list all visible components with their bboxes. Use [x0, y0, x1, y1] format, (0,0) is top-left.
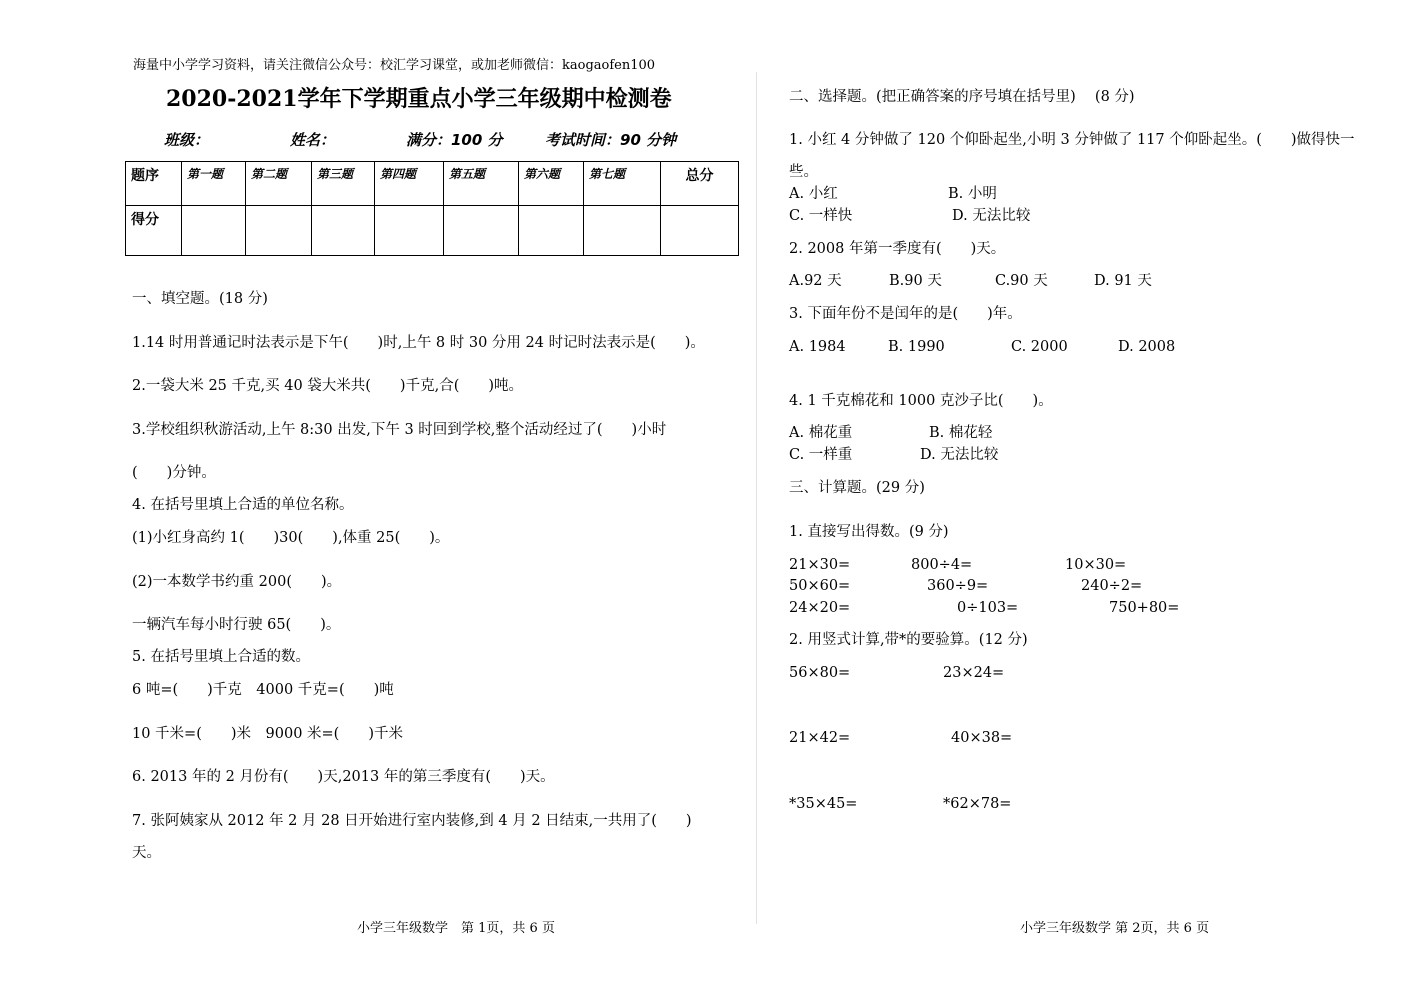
score-cell [312, 206, 375, 256]
choice-4: 4. 1 千克棉花和 1000 克沙子比( )。 [789, 393, 1053, 409]
calc-part-1: 1. 直接写出得数。(9 分) [789, 524, 949, 540]
calc-item: 50×60= [789, 578, 851, 594]
score-cell [661, 206, 739, 256]
exam-time: 考试时间：90 分钟 [545, 131, 677, 149]
score-cell [584, 206, 661, 256]
page-footer-1: 小学三年级数学 第 1页，共 6 页 [357, 921, 555, 936]
row-header-score: 得分 [126, 206, 182, 256]
score-cell [519, 206, 584, 256]
page-footer-2: 小学三年级数学 第 2页，共 6 页 [1020, 921, 1210, 936]
question-5-2: 10 千米=( )米 9000 米=( )千米 [132, 726, 403, 742]
score-table [125, 161, 739, 256]
score-cell [246, 206, 312, 256]
calc-part-2: 2. 用竖式计算,带*的要验算。(12 分) [789, 632, 1028, 648]
calc-item: 750+80= [1109, 600, 1180, 616]
column-header: 第三题 [312, 162, 375, 206]
column-header: 第一题 [182, 162, 246, 206]
calc-item: 24×20= [789, 600, 851, 616]
section-fill-blank: 一、填空题。(18 分) [132, 291, 268, 307]
page-divider [756, 72, 757, 924]
page-title: 2020-2021学年下学期重点小学三年级期中检测卷 [166, 86, 672, 112]
question-4-3: 一辆汽车每小时行驶 65( )。 [132, 617, 341, 633]
vertical-calc-item: *35×45= [789, 796, 858, 812]
choice-1-cont: 些。 [789, 164, 818, 180]
choice-4-option-a: A. 棉花重 [789, 425, 853, 441]
question-7: 7. 张阿姨家从 2012 年 2 月 28 日开始进行室内装修,到 4 月 2 日结束,一共用了( ) [132, 813, 692, 829]
question-4-1: (1)小红身高约 1( )30( ),体重 25( )。 [132, 530, 450, 546]
choice-4-option-b: B. 棉花轻 [929, 425, 993, 441]
choice-4-option-d: D. 无法比较 [920, 447, 999, 463]
column-header: 第七题 [584, 162, 661, 206]
question-5-1: 6 吨=( )千克 4000 千克=( )吨 [132, 682, 394, 698]
question-7-cont: 天。 [132, 845, 161, 861]
calc-item: 10×30= [1065, 557, 1127, 573]
choice-1-option-c: C. 一样快 [789, 208, 853, 224]
calc-item: 800÷4= [911, 557, 973, 573]
choice-1-option-b: B. 小明 [948, 186, 997, 202]
choice-3-option-c: C. 2000 [1011, 339, 1068, 355]
question-3-cont: ( )分钟。 [132, 465, 216, 481]
full-score: 满分：100 分 [406, 131, 503, 149]
score-cell [182, 206, 246, 256]
vertical-calc-item: 40×38= [951, 730, 1013, 746]
choice-1-option-d: D. 无法比较 [952, 208, 1031, 224]
calc-item: 21×30= [789, 557, 851, 573]
question-6: 6. 2013 年的 2 月份有( )天,2013 年的第三季度有( )天。 [132, 769, 555, 785]
question-3: 3.学校组织秋游活动,上午 8:30 出发,下午 3 时回到学校,整个活动经过了( )小时 [132, 422, 667, 438]
choice-3-option-d: D. 2008 [1118, 339, 1176, 355]
choice-3-option-b: B. 1990 [888, 339, 945, 355]
choice-3: 3. 下面年份不是闰年的是( )年。 [789, 306, 1022, 322]
choice-2-option-d: D. 91 天 [1094, 273, 1152, 289]
choice-1: 1. 小红 4 分钟做了 120 个仰卧起坐,小明 3 分钟做了 117 个仰卧起坐。( )做得快一 [789, 132, 1355, 148]
score-cell [375, 206, 444, 256]
column-header: 第五题 [444, 162, 519, 206]
score-cell [444, 206, 519, 256]
choice-2: 2. 2008 年第一季度有( )天。 [789, 241, 1006, 257]
column-header: 第二题 [246, 162, 312, 206]
choice-2-option-b: B.90 天 [889, 273, 942, 289]
vertical-calc-item: 21×42= [789, 730, 851, 746]
calc-item: 360÷9= [927, 578, 989, 594]
calc-item: 0÷103= [957, 600, 1019, 616]
vertical-calc-item: 23×24= [943, 665, 1005, 681]
section-calculation: 三、计算题。(29 分) [789, 480, 925, 496]
choice-3-option-a: A. 1984 [789, 339, 846, 355]
row-header-question: 题序 [126, 162, 182, 206]
question-5: 5. 在括号里填上合适的数。 [132, 649, 310, 665]
vertical-calc-item: *62×78= [943, 796, 1012, 812]
column-header: 第六题 [519, 162, 584, 206]
choice-2-option-c: C.90 天 [995, 273, 1048, 289]
vertical-calc-item: 56×80= [789, 665, 851, 681]
choice-2-option-a: A.92 天 [789, 273, 842, 289]
column-header: 第四题 [375, 162, 444, 206]
calc-item: 240÷2= [1081, 578, 1143, 594]
class-label: 班级： [164, 131, 210, 149]
question-1: 1.14 时用普通记时法表示是下午( )时,上午 8 时 30 分用 24 时记时法表示是( )。 [132, 335, 705, 351]
question-4: 4. 在括号里填上合适的单位名称。 [132, 497, 354, 513]
choice-4-option-c: C. 一样重 [789, 447, 853, 463]
column-header-total: 总分 [661, 162, 739, 206]
header-note: 海量中小学学习资料，请关注微信公众号：校汇学习课堂，或加老师微信：kaogaofen100 [133, 58, 656, 73]
choice-1-option-a: A. 小红 [789, 186, 838, 202]
question-4-2: (2)一本数学书约重 200( )。 [132, 574, 342, 590]
name-label: 姓名： [290, 131, 336, 149]
question-2: 2.一袋大米 25 千克,买 40 袋大米共( )千克,合( )吨。 [132, 378, 524, 394]
section-choice: 二、选择题。(把正确答案的序号填在括号里) (8 分) [789, 89, 1135, 105]
